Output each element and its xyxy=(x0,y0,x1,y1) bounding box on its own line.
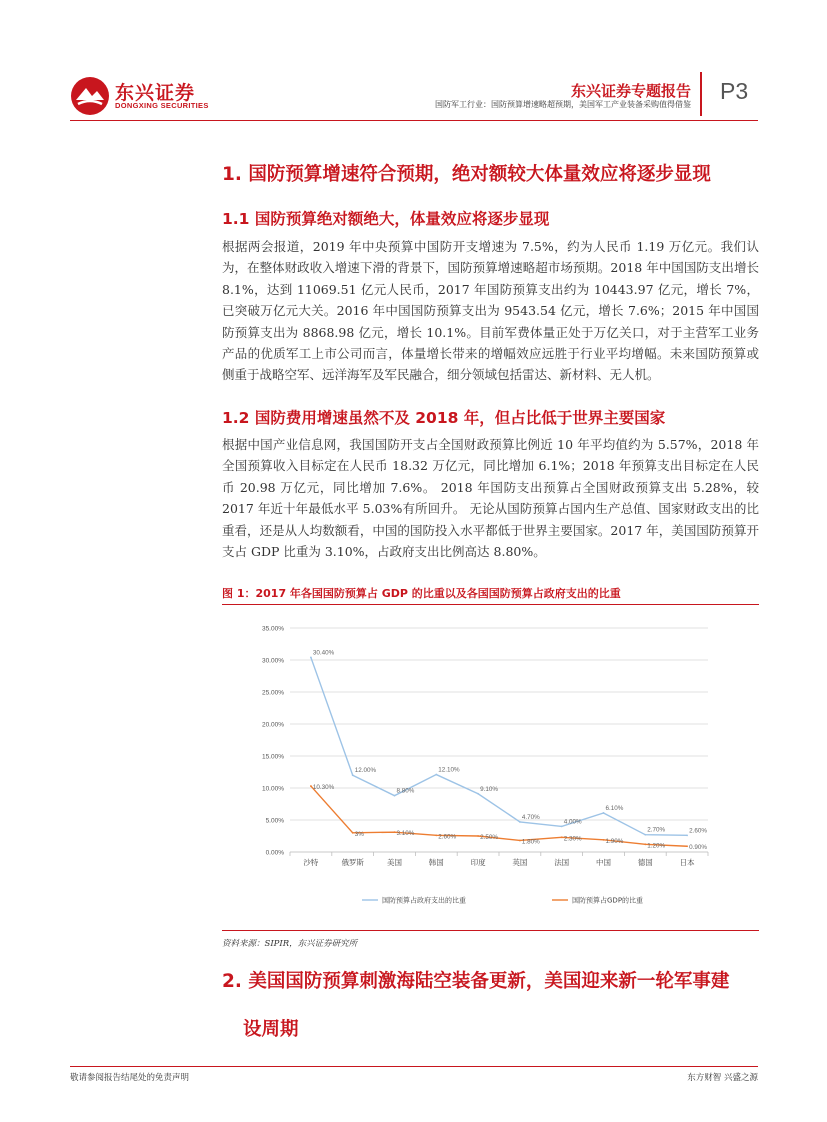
series-1-point xyxy=(394,831,396,833)
series-1-data-label: 2.30% xyxy=(563,835,582,843)
series-0-data-label: 30.40% xyxy=(312,649,335,657)
series-1-point xyxy=(519,840,521,842)
series-0-point xyxy=(477,793,479,795)
section-2-heading-line2: 设周期 xyxy=(243,1019,299,1040)
series-1-data-label: 3% xyxy=(354,830,364,838)
header-rule xyxy=(70,120,758,121)
series-0-data-label: 4.70% xyxy=(521,813,540,821)
x-tick-label: 德国 xyxy=(637,858,653,867)
series-0-data-label: 8.80% xyxy=(396,787,415,795)
series-1-data-label: 2.60% xyxy=(438,833,457,841)
x-tick-label: 俄罗斯 xyxy=(341,858,364,867)
logo-text-cn: 东兴证券 xyxy=(115,82,196,104)
header-divider xyxy=(700,72,702,116)
x-tick-label: 中国 xyxy=(596,858,611,867)
x-tick-label: 韩国 xyxy=(428,858,444,867)
report-type-title: 东兴证券专题报告 xyxy=(570,82,691,100)
series-1-data-label: 10.30% xyxy=(312,784,335,792)
y-tick-label: 5.00% xyxy=(265,817,284,825)
section-1-1-heading: 1.1 国防预算绝对额绝大，体量效应将逐步显现 xyxy=(222,210,550,228)
series-0-data-label: 2.60% xyxy=(689,827,707,835)
series-0-data-label: 12.10% xyxy=(438,766,460,774)
series-1-data-label: 2.50% xyxy=(480,834,498,841)
series-0-point xyxy=(394,795,396,797)
series-0-point xyxy=(644,834,646,836)
series-1-point xyxy=(561,836,563,838)
series-0-point xyxy=(686,834,688,836)
series-0-point xyxy=(352,774,354,776)
series-0-point xyxy=(519,821,521,823)
x-tick-label: 沙特 xyxy=(303,858,319,867)
series-1-data-label: 3.10% xyxy=(396,830,415,838)
series-0-point xyxy=(435,774,437,776)
page-number: P3 xyxy=(720,78,749,104)
section-1-heading: 1. 国防预算增速符合预期，绝对额较大体量效应将逐步显现 xyxy=(222,164,711,185)
legend-label-0: 国防预算占政府支出的比重 xyxy=(382,896,466,905)
series-1-point xyxy=(477,835,479,837)
legend-label-1: 国防预算占GDP的比重 xyxy=(572,896,644,905)
series-1-point xyxy=(603,839,605,841)
series-1-point xyxy=(310,785,312,787)
series-1-data-label: 1.20% xyxy=(647,842,666,850)
series-0-data-label: 6.10% xyxy=(605,804,624,812)
series-0-data-label: 12.00% xyxy=(354,767,377,775)
series-1-point xyxy=(644,843,646,845)
series-line-1 xyxy=(311,786,687,846)
x-tick-label: 日本 xyxy=(679,858,695,867)
y-tick-label: 10.00% xyxy=(261,785,284,793)
figure-top-rule xyxy=(222,604,759,605)
x-tick-label: 英国 xyxy=(512,858,528,867)
dongxing-logo-icon xyxy=(70,76,110,116)
figure-1-title: 图 1：2017 年各国国防预算占 GDP 的比重以及各国国防预算占政府支出的比重 xyxy=(222,587,621,600)
section-2-heading-line1: 2. 美国国防预算刺激海陆空装备更新，美国迎来新一轮军事建 xyxy=(222,971,730,992)
section-1-1-body: 根据两会报道，2019 年中央预算中国防开支增速为 7.5%，约为人民币 1.19 万亿元。我们认为，在整体财政收入增速下滑的背景下，国防预算增速略超市场预期。2018 年中国国防支出增长 8.1%，达到 11069.51 亿元人民币，2017 年国防预算支出约为 10443.97 亿元，增长 7%，已突破万亿元大关。2016 年中国国防预算支出为 9543.54 亿元，增长 7.6%；2015 年中国国防预算支出为 8868.98 亿元，增长 10.1%。目前军费体量正处于万亿关口，对于主营军工业务产品的优质军工上市公司而言，体量增长带来的增幅效应远胜于行业平均增幅。未来国防预算或侧重于战略空军、远洋海军及军民融合，细分领域包括雷达、新材料、无人机。 xyxy=(222,239,759,383)
series-1-point xyxy=(352,832,354,834)
figure-bottom-rule xyxy=(222,930,759,931)
report-subtitle: 国防军工行业：国防预算增速略超预期，美国军工产业装备采购值得借鉴 xyxy=(435,100,691,109)
footer-disclaimer: 敬请参阅报告结尾处的免责声明 xyxy=(70,1073,190,1083)
series-0-data-label: 2.70% xyxy=(647,826,666,834)
x-tick-label: 印度 xyxy=(470,858,486,867)
defense-budget-line-chart xyxy=(222,610,759,926)
y-tick-label: 0.00% xyxy=(265,849,284,857)
logo-text-en: DONGXING SECURITIES xyxy=(115,101,209,110)
series-0-data-label: 4.00% xyxy=(563,818,582,826)
footer-slogan: 东方财智 兴盛之源 xyxy=(687,1073,758,1083)
footer-rule xyxy=(70,1066,758,1067)
series-1-point xyxy=(435,834,437,836)
series-1-data-label: 1.80% xyxy=(521,838,540,846)
section-1-2-heading: 1.2 国防费用增速虽然不及 2018 年，但占比低于世界主要国家 xyxy=(222,409,666,427)
y-tick-label: 30.00% xyxy=(261,657,284,665)
series-0-point xyxy=(310,657,312,659)
series-1-point xyxy=(686,845,688,847)
x-tick-label: 法国 xyxy=(554,858,570,867)
figure-source: 资料来源：SIPIR，东兴证券研究所 xyxy=(222,939,358,949)
series-0-data-label: 9.10% xyxy=(480,785,498,793)
y-tick-label: 35.00% xyxy=(261,625,284,633)
y-tick-label: 15.00% xyxy=(261,753,284,761)
series-0-point xyxy=(603,812,605,814)
series-1-data-label: 1.90% xyxy=(605,837,624,845)
series-0-point xyxy=(561,826,563,828)
section-1-2-body: 根据中国产业信息网，我国国防开支占全国财政预算比例近 10 年平均值约为 5.57%，2018 年全国预算收入目标定在人民币 18.32 万亿元，同比增加 6.1%；2018 年预算支出目标定在人民币 20.98 万亿元，同比增加 7.6%。 2018 年国防支出预算占全国财政预算支出 5.28%，较 2017 年近十年最低水平 5.03%有所回升。 无论从国防预算占国内生产总值、国家财政支出的比重看，还是从人均数额看，中国的国防投入水平都低于世界主要国家。2017 年，美国国防预算开支占 GDP 比重为 3.10%，占政府支出比例高达 8.80%。 xyxy=(222,437,759,560)
x-tick-label: 美国 xyxy=(387,858,402,867)
y-tick-label: 20.00% xyxy=(261,721,284,729)
y-tick-label: 25.00% xyxy=(261,689,284,697)
series-1-data-label: 0.90% xyxy=(689,844,707,852)
